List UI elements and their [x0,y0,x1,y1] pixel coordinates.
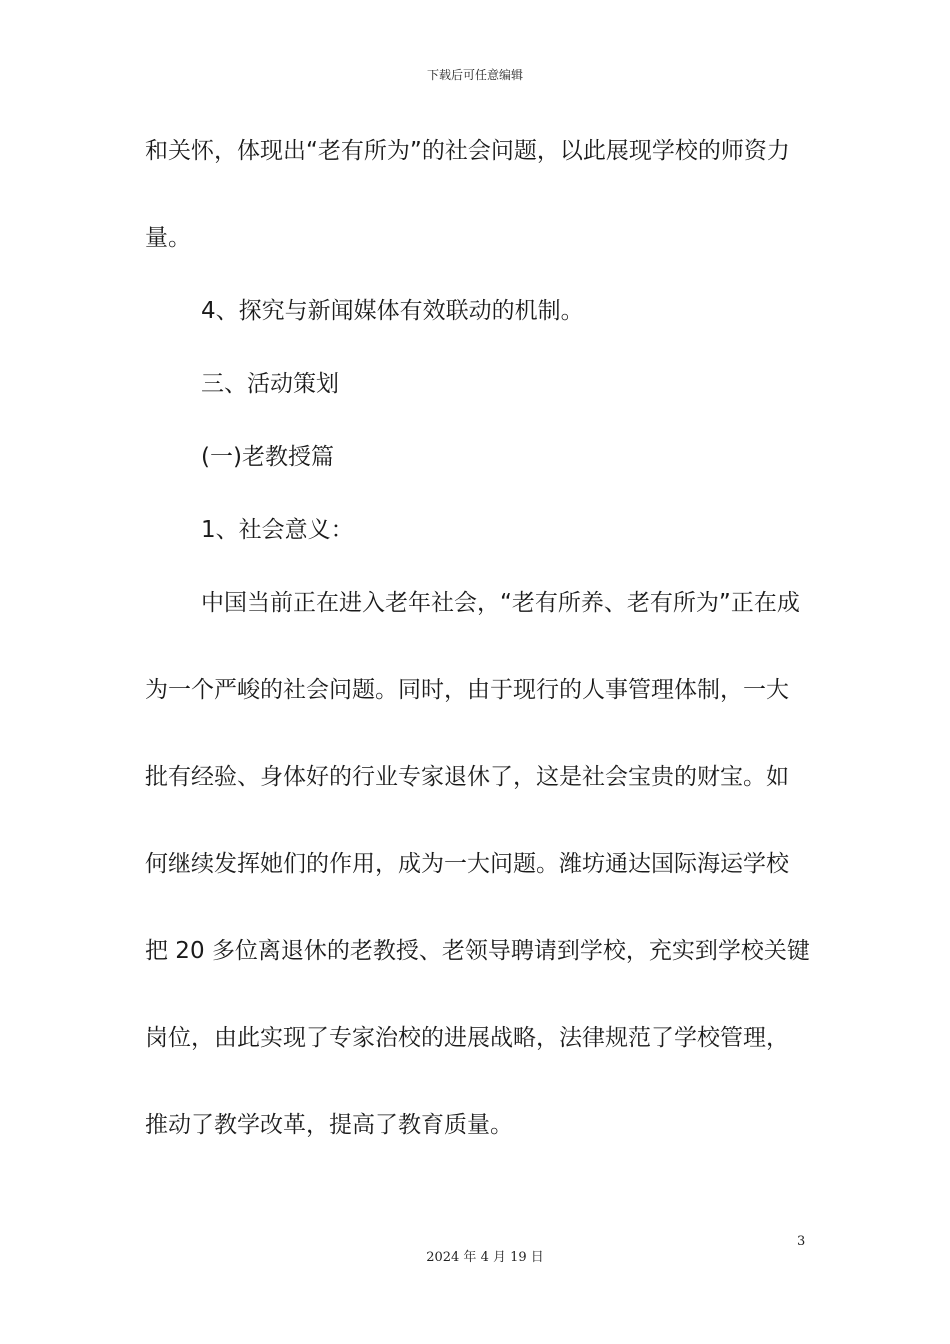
paragraph-line: 岗位，由此实现了专家治校的进展战略，法律规范了学校管理， [145,1025,789,1051]
paragraph-line: 为一个严峻的社会问题。同时，由于现行的人事管理体制，一大 [145,677,789,703]
paragraph-line: 推动了教学改革，提高了教育质量。 [145,1112,513,1138]
paragraph-line: 中国当前正在进入老年社会，“老有所养、老有所为”正在成 [201,590,800,616]
paragraph-line: 批有经验、身体好的行业专家退休了，这是社会宝贵的财宝。如 [145,764,789,790]
paragraph-line: 量。 [145,225,191,251]
footer-date: 2024 年 4 月 19 日 [426,1250,544,1265]
section-heading: 三、活动策划 [201,371,339,397]
list-item: 1、社会意义： [201,517,354,543]
subsection-heading: (一)老教授篇 [201,444,334,470]
paragraph-line: 何继续发挥她们的作用，成为一大问题。潍坊通达国际海运学校 [145,851,789,877]
paragraph-line: 把 20 多位离退休的老教授、老领导聘请到学校，充实到学校关键 [145,938,810,964]
paragraph-line: 和关怀，体现出“老有所为”的社会问题，以此展现学校的师资力 [145,138,790,164]
list-item: 4、探究与新闻媒体有效联动的机制。 [201,298,584,324]
page-header: 下载后可任意编辑 [426,68,523,82]
page-number: 3 [797,1234,806,1249]
